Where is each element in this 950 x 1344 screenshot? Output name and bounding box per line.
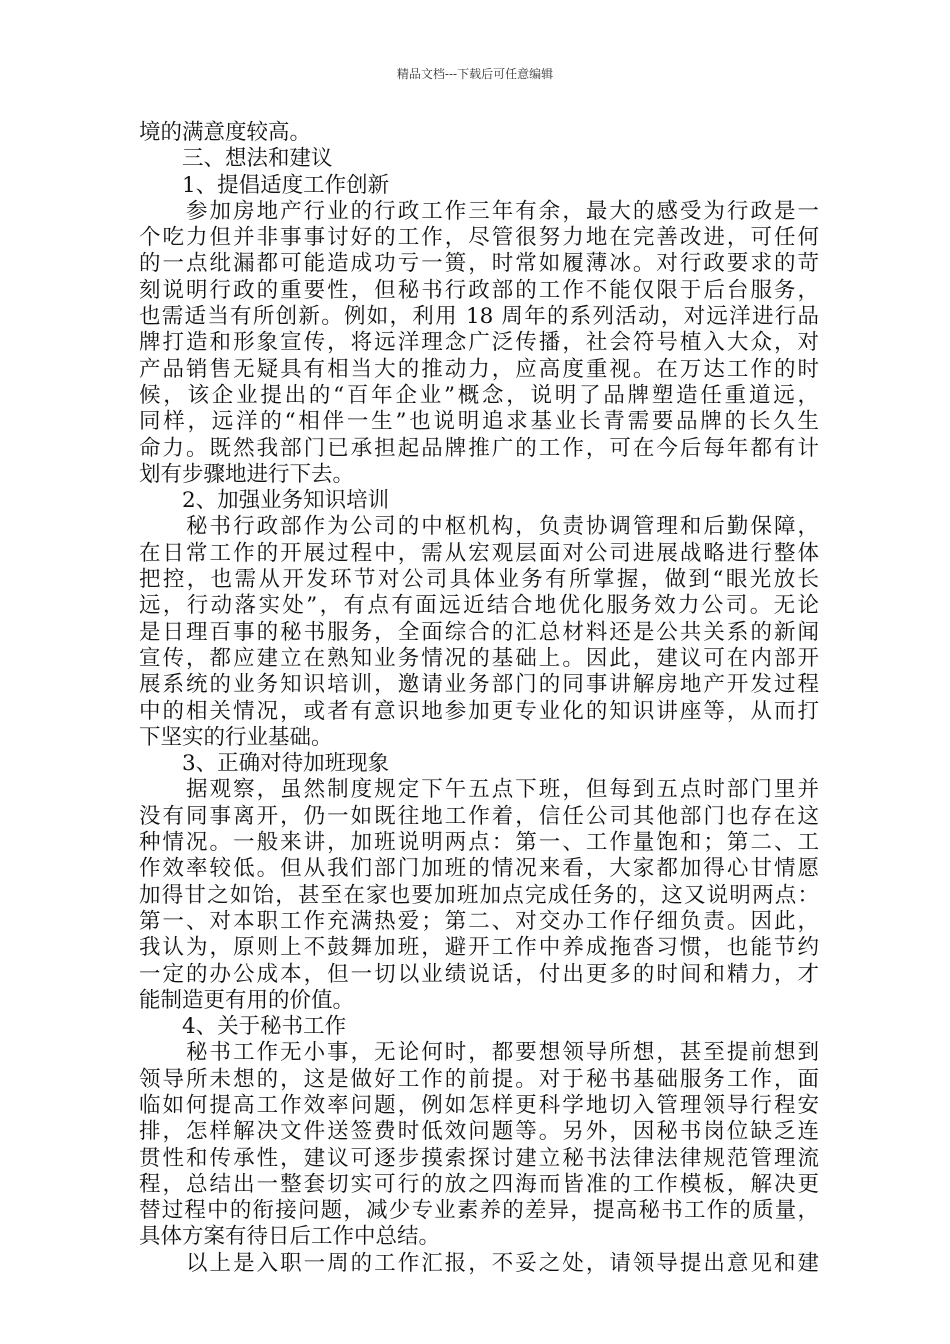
text-line: 没有同事离开，仍一如既往地工作着，信任公司其他部门也存在这: [139, 803, 819, 829]
text-line: 境的满意度较高。: [139, 120, 312, 145]
document-body: [139, 120, 819, 1277]
text-line: 能制造更有用的价值。: [139, 987, 355, 1013]
text-line: 作效率较低。但从我们部门加班的情况来看，大家都加得心甘情愿: [139, 856, 819, 882]
text-line: 秘书工作无小事，无论何时，都要想领导所想，甚至提前想到: [139, 1040, 819, 1066]
text-line: 2、加强业务知识培训: [139, 488, 390, 514]
page-header: 精品文档---下载后可任意编辑: [396, 67, 554, 81]
text-line: 的一点纰漏都可能造成功亏一篑，时常如履薄冰。对行政要求的苛: [139, 251, 819, 277]
text-line: 领导所未想的，这是做好工作的前提。对于秘书基础服务工作，面: [139, 1066, 819, 1092]
text-line: 中的相关情况，或者有意识地参加更专业化的知识讲座等，从而打: [139, 698, 819, 724]
text-line: 一定的办公成本，但一切以业绩说话，付出更多的时间和精力，才: [139, 961, 819, 987]
text-line: 3、正确对待加班现象: [139, 751, 390, 777]
text-line: 排，怎样解决文件送签费时低效问题等。另外，因秘书岗位缺乏连: [139, 1119, 819, 1145]
text-line: 具体方案有待日后工作中总结。: [139, 1224, 441, 1250]
text-line: 候，该企业提出的“百年企业”概念，说明了品牌塑造任重道远，: [139, 382, 819, 408]
text-line: 刻说明行政的重要性，但秘书行政部的工作不能仅限于后台服务，: [139, 277, 819, 303]
text-line: 贯性和传承性，建议可逐步摸索探讨建立秘书法律法律规范管理流: [139, 1145, 819, 1171]
text-line: 程，总结出一整套切实可行的放之四海而皆准的工作模板，解决更: [139, 1171, 819, 1197]
text-line: 1、提倡适度工作创新: [139, 172, 390, 198]
text-line: 同样，远洋的“相伴一生”也说明追求基业长青需要品牌的长久生: [139, 409, 819, 435]
text-line: 命力。既然我部门已承担起品牌推广的工作，可在今后每年都有计: [139, 435, 819, 461]
text-line: 宣传，都应建立在熟知业务情况的基础上。因此，建议可在内部开: [139, 645, 819, 671]
text-line: 个吃力但并非事事讨好的工作，尽管很努力地在完善改进，可任何: [139, 225, 819, 251]
text-line: 三、想法和建议: [139, 146, 333, 172]
text-line: 我认为，原则上不鼓舞加班，避开工作中养成拖沓习惯，也能节约: [139, 935, 819, 961]
text-line: 第一、对本职工作充满热爱；第二、对交办工作仔细负责。因此，: [139, 908, 819, 934]
text-line: 4、关于秘书工作: [139, 1014, 347, 1040]
text-line: 划有步骤地进行下去。: [139, 461, 355, 487]
text-line: 参加房地产行业的行政工作三年有余，最大的感受为行政是一: [139, 198, 819, 224]
text-line: 在日常工作的开展过程中，需从宏观层面对公司进展战略进行整体: [139, 540, 819, 566]
text-line: 展系统的业务知识培训，邀请业务部门的同事讲解房地产开发过程: [139, 672, 819, 698]
text-line: 远，行动落实处”，有点有面远近结合地优化服务效力公司。无论: [139, 593, 819, 619]
text-line: 是日理百事的秘书服务，全面综合的汇总材料还是公共关系的新闻: [139, 619, 819, 645]
text-line: 下坚实的行业基础。: [139, 724, 333, 750]
text-line: 也需适当有所创新。例如，利用 18 周年的系列活动，对远洋进行品: [139, 304, 819, 330]
text-line: 替过程中的衔接问题，减少专业素养的差异，提高秘书工作的质量，: [139, 1198, 819, 1224]
text-line: 产品销售无疑具有相当大的推动力，应高度重视。在万达工作的时: [139, 356, 819, 382]
text-line: 临如何提高工作效率问题，例如怎样更科学地切入管理领导行程安: [139, 1092, 819, 1118]
text-line: 据观察，虽然制度规定下午五点下班，但每到五点时部门里并: [139, 777, 819, 803]
text-line: 以上是入职一周的工作汇报，不妥之处，请领导提出意见和建: [139, 1250, 819, 1276]
text-line: 把控，也需从开发环节对公司具体业务有所掌握，做到“眼光放长: [139, 567, 819, 593]
text-line: 加得甘之如饴，甚至在家也要加班加点完成任务的，这又说明两点：: [139, 882, 819, 908]
text-line: 秘书行政部作为公司的中枢机构，负责协调管理和后勤保障，: [139, 514, 819, 540]
text-line: 种情况。一般来讲，加班说明两点：第一、工作量饱和；第二、工: [139, 830, 819, 856]
text-line: 牌打造和形象宣传，将远洋理念广泛传播，社会符号植入大众，对: [139, 330, 819, 356]
